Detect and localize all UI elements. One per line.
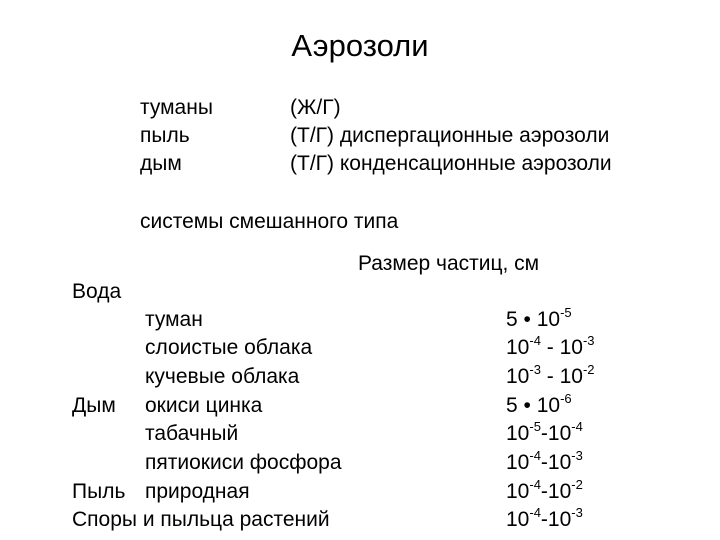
group-smoke: Дым: [72, 394, 116, 417]
item-name: слоистые облака: [145, 336, 313, 359]
item-size: $10^{-4}-10^{-2}$: [506, 477, 583, 503]
mixed-systems-label: системы смешанного типа: [140, 210, 399, 233]
item-name: природная: [145, 480, 250, 503]
class-phase-smoke: (Т/Г) конденсационные аэрозоли: [290, 152, 612, 175]
item-size: 5 • $10^{-5}$: [506, 305, 572, 331]
size-header: Размер частиц, см: [358, 252, 540, 275]
item-name: табачный: [145, 422, 239, 445]
class-name-dust: пыль: [140, 124, 190, 147]
class-phase-fog: (Ж/Г): [290, 96, 341, 119]
item-size: $10^{-4}-10^{-3}$: [506, 448, 583, 474]
item-size: $10^{-4} - 10^{-3}$: [506, 333, 595, 359]
item-name: окиси цинка: [145, 394, 263, 417]
item-size: $10^{-3} - 10^{-2}$: [506, 362, 595, 388]
class-name-fog: туманы: [140, 96, 213, 119]
group-water: Вода: [72, 280, 122, 303]
class-name-smoke: дым: [140, 152, 182, 175]
group-dust: Пыль: [72, 480, 126, 503]
page-title: Аэрозоли: [291, 28, 429, 63]
item-name: пятиокиси фосфора: [145, 451, 342, 474]
item-name: туман: [145, 308, 203, 331]
item-size: $10^{-4}-10^{-3}$: [506, 505, 583, 531]
item-size: 5 • $10^{-6}$: [506, 391, 572, 417]
group-spores: Споры и пыльца растений: [72, 508, 330, 531]
class-phase-dust: (Т/Г) диспергационные аэрозоли: [290, 124, 610, 147]
item-size: $10^{-5}-10^{-4}$: [506, 419, 583, 445]
item-name: кучевые облака: [145, 365, 300, 388]
